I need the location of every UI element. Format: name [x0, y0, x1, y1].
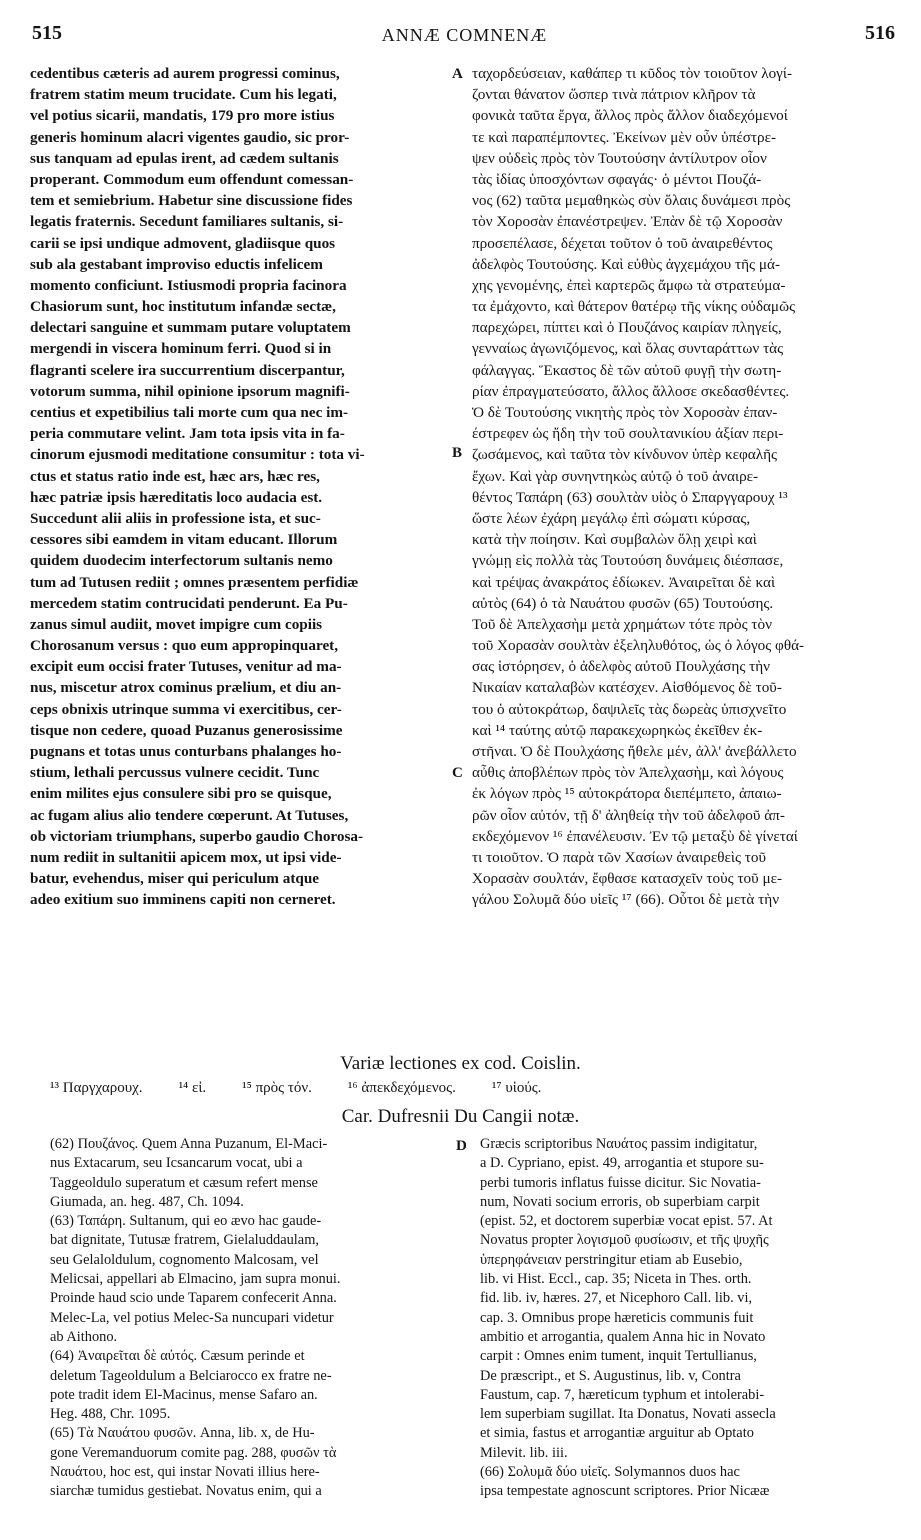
latin-text-line: enim milites ejus consulere sibi pro se quisque, [30, 785, 332, 803]
latin-text-line: votorum summa, nihil opinione ipsorum magnifi- [30, 382, 350, 400]
latin-text-line: generis hominum alacri vigentes gaudio, sic pror- [30, 128, 350, 146]
latin-text-line: mergendi in viscera hominum ferri. Quod si in [30, 340, 332, 358]
latin-text-line: zanus simul audiit, movet impigre cum copiis [30, 615, 323, 633]
note-line: Faustum, cap. 7, hæreticum typhum et intolerabi- [480, 1386, 765, 1403]
greek-text-line: κατὰ τὴν ποίησιν. Καὶ συμβαλὼν ὅλῃ χειρὶ καὶ [472, 531, 757, 549]
latin-text-line: num rediit in sultanitii apicem mox, ut ipsi vide- [30, 848, 342, 866]
greek-text-line: Ὁ δὲ Τουτούσης νικητὴς πρὸς τὸν Χοροσὰν ἐπαν- [472, 404, 778, 421]
latin-text-line: tum ad Tutusen rediit ; omnes præsentem perfidiæ [30, 573, 359, 591]
latin-text-line: tisque non cedere, quoad Puzanus generosissime [30, 721, 343, 739]
latin-text-line: peria commutare velint. Jam tota ipsis vita in fa- [30, 425, 345, 443]
latin-text-line: cedentibus cæteris ad aurem progressi cominus, [30, 65, 340, 82]
greek-text-line: τὸν Χοροσὰν ἐπανέστρεψεν. Ἐπὰν δὲ τῷ Χοροσὰν [472, 213, 783, 231]
greek-text-line: ρίαν ἐπραγματεύσατο, ἄλλος ἄλλοσε σκεδασθέντες. [472, 382, 790, 400]
greek-text-line: γνώμῃ εἰς πολλὰ τὰς Τουτούση δυνάμεις διέσπασε, [472, 552, 784, 570]
greek-text-line: καὶ ¹⁴ ταύτης αὐτῷ παρακεχωρηκὼς ἐκεῖθεν ἐκ- [472, 721, 763, 739]
note-line: (62) Πουζάνος. Quem Anna Puzanum, El-Maci- [50, 1136, 328, 1152]
variant-reading: ¹⁷ υἱούς. [491, 1080, 542, 1096]
greek-text-line: τε καὶ παραπέμποντες. Ἐκείνων μὲν οὖν ὑπέστρε- [472, 128, 777, 146]
greek-text-line: ταχορδεύσειαν, καθάπερ τι κῦδος τὸν τοιοῦτον λογί- [472, 65, 793, 82]
latin-text-line: ac fugam alius alio tendere cœperunt. At Tutuses, [30, 806, 349, 824]
greek-text-line: ἐκ λόγων πρὸς ¹⁵ αὐτοκράτορα διεπέμπετο, ἀπαιω- [472, 785, 782, 803]
note-line: gone Veremanduorum comite pag. 288, φυσῶν τὰ [50, 1444, 337, 1461]
greek-text-line: θέντος Ταπάρη (63) σουλτὰν υἱὸς ὁ Σπαργγαρουχ ¹³ [472, 488, 788, 506]
latin-text-line: Chorosanum versus : quo eum appropinquaret, [30, 637, 339, 655]
greek-text-line: ὥστε λέων ἐχάρη μεγάλῳ ἐπὶ σώματι κύρσας, [472, 509, 751, 527]
running-title: ANNÆ COMNENÆ [381, 25, 548, 45]
greek-text-line: Τοῦ δὲ Ἀπελχασὴμ μετὰ χρημάτων τότε πρὸς τὸν [472, 615, 772, 633]
note-line: nus Extacarum, seu Icsancarum vocat, ubi a [50, 1155, 303, 1172]
latin-text-line: batur, evehendus, miser qui periculum atque [30, 870, 320, 888]
greek-text-line: ἀδελφὸς Τουτούσης. Καὶ εὐθὺς ἀγχεμάχου τῆς μά- [472, 255, 781, 273]
note-line: (epist. 52, et doctorem superbiæ vocat epist. 57. At [480, 1213, 773, 1230]
variant-reading: ¹⁵ πρὸς τόν. [242, 1080, 312, 1096]
greek-text-line: χης γενομένης, ἐπεὶ καρτερῶς ἄμφω τὰ στρατεύμα- [472, 276, 786, 294]
latin-text-line: pugnans et totas unus conturbans phalanges ho- [30, 743, 342, 760]
variants-list [50, 1080, 891, 1097]
latin-text-line: mercedem statim contrucidati penderunt. Ea Pu- [30, 594, 348, 612]
greek-text-line: γάλου Σολυμᾶ δύο υἱεῖς ¹⁷ (66). Οὗτοι δὲ μετὰ τὴν [472, 891, 780, 909]
greek-text-line: σας ἱστόρησεν, ὁ ἀδελφὸς αὐτοῦ Πουλχάσης τὴν [472, 658, 771, 676]
note-line: ipsa tempestate agnoscunt scriptores. Prior Nicææ [480, 1483, 770, 1500]
latin-text-line: sus tanquam ad epulas irent, ad cædem sultanis [30, 149, 339, 167]
note-line: Novatus propter λογισμοῦ φυσίωσιν, et τῆς ψυχῆς [480, 1232, 769, 1249]
latin-text-line: vel potius sicarii, mandatis, 179 pro more istius [30, 107, 335, 125]
latin-text-line: Chasiorum sunt, hoc institutum infandæ sectæ, [30, 298, 336, 316]
notes-left-column [50, 1135, 448, 1502]
page-number-left: 515 [32, 22, 62, 44]
note-line: Giumada, an. heg. 487, Ch. 1094. [50, 1193, 244, 1210]
greek-text-line: ψεν οὐδεὶς πρὸς τὸν Τουτούσην ἀντίλυτρον οἶον [472, 149, 767, 167]
margin-marker-d: D [456, 1138, 467, 1154]
margin-marker-a: A [452, 66, 463, 82]
latin-text-line: cinorum ejusmodi meditatione consumitur : tota vi- [30, 446, 365, 464]
note-line: bat dignitate, Tutusæ fratrem, Gielaluddaulam, [50, 1232, 319, 1249]
latin-text-line: ob victoriam triumphans, superbo gaudio Chorosa- [30, 827, 364, 845]
note-line: ὑπερηφάνειαν perstringitur etiam ab Eusebio, [480, 1251, 743, 1268]
latin-text-line: nus, miscetur atrox cominus prælium, et diu an- [30, 679, 342, 697]
latin-text-line: fratrem statim meum trucidate. Cum his legati, [30, 86, 337, 104]
greek-text-line: τὰς ἰδίας ὑποσχόντων σφαγάς· ὁ μέντοι Πουζά- [472, 170, 762, 188]
note-line: Melec-La, vel potius Melec-Sa nuncupari videtur [50, 1309, 334, 1326]
greek-text-line: Νικαίαν καταλαβὼν κατέσχεν. Αἰσθόμενος δὲ τοῦ- [472, 679, 782, 697]
note-line: Ναυάτου, hoc est, qui instar Novati illius here- [50, 1464, 320, 1481]
greek-text-line: προσεπέλασε, δέχεται τοῦτον ὁ τοῦ ἀναιρεθέντος [472, 234, 773, 252]
variant-reading: ¹³ Παργχαρουχ. [50, 1080, 143, 1096]
note-line: a D. Cypriano, epist. 49, arrogantia et stupore su- [480, 1155, 764, 1172]
greek-text-line: τοῦ Χορασὰν σουλτὰν ἐξεληλυθότος, ὡς ὁ λόγος φθά- [472, 637, 805, 655]
note-line: et simia, fastus et arrogantiæ arguitur ab Optato [480, 1425, 754, 1442]
greek-text-line: αὐτὸς (64) ὁ τὰ Ναυάτου φυσῶν (65) Τουτούσης. [472, 594, 774, 612]
greek-text-line: καὶ τρέψας ἀνακράτος ἐδίωκεν. Ἀναιρεῖται δὲ καὶ [472, 573, 776, 591]
note-line: num, Novati socium erroris, ob superbiam carpit [480, 1193, 760, 1210]
latin-text-line: Succedunt alii aliis in professione ista, et suc- [30, 509, 321, 527]
latin-text-line: momento conficiunt. Istiusmodi propria facinora [30, 276, 347, 294]
greek-text-line: ἔχων. Καὶ γὰρ συνηντηκὼς αὐτῷ ὁ τοῦ ἀναιρε- [472, 467, 759, 485]
note-line: Proinde haud scio unde Taparem confecerit Anna. [50, 1290, 337, 1307]
note-line: siarchæ tumidus gestiebat. Novatus enim, qui a [50, 1483, 322, 1500]
note-line: Heg. 488, Chr. 1095. [50, 1406, 171, 1423]
note-line: Taggeoldulo superatum et cæsum refert mense [50, 1174, 318, 1191]
greek-text-line: ζωσάμενος, καὶ ταῦτα τὸν κίνδυνον ὑπὲρ κεφαλῆς [472, 446, 778, 464]
notes-heading: Car. Dufresnii Du Cangii notæ. [341, 1106, 580, 1127]
note-line: De præscript., et S. Augustinus, lib. v, Contra [480, 1367, 741, 1384]
latin-text-line: adeo exitium suo imminens capiti non cerneret. [30, 891, 336, 909]
variant-reading: ¹⁶ ἀπεκδεχόμενος. [347, 1080, 456, 1096]
note-line: Græcis scriptoribus Ναυάτος passim indigitatur, [480, 1136, 758, 1152]
variant-reading: ¹⁴ εἰ. [178, 1080, 207, 1096]
page-number-right: 516 [865, 22, 895, 44]
latin-text-line: cessores sibi eamdem in vitam educant. Illorum [30, 531, 338, 549]
page-header [30, 22, 899, 50]
note-line: lem superbiam sugillat. Ita Donatus, Novati assecla [480, 1406, 776, 1423]
latin-text-line: properant. Commodum eum offendunt comessan- [30, 170, 354, 188]
latin-text-line: flagranti scelere ira succurrentium discerpantur, [30, 361, 345, 379]
latin-text-line: legatis fraternis. Secedunt familiares sultanis, si- [30, 213, 344, 231]
note-line: Milevit. lib. iii. [480, 1444, 568, 1461]
note-line: (66) Σολυμᾶ δύο υἱεῖς. Solymannos duos hac [480, 1464, 740, 1481]
latin-text-line: ceps obnixis utrinque summa vi exercitibus, cer- [30, 700, 342, 718]
latin-text-line: stium, lethali percussus vulnere cecidit. Tunc [30, 764, 320, 782]
latin-text-line: ctus et status ratio inde est, hæc ars, hæc res, [30, 467, 320, 485]
greek-text-line: του ὁ αὐτοκράτωρ, δαψιλεῖς τὰς δωρεὰς ὑπισχνεῖτο [472, 700, 787, 718]
latin-text-line: centius et expetibilius tali morte cum qua nec im- [30, 404, 349, 421]
greek-text-line: στῆναι. Ὁ δὲ Πουλχάσης ἤθελε μέν, ἀλλ' ἀνεβάλλετο [472, 743, 797, 760]
greek-text-line: φονικὰ ταῦτα ἔργα, ἄλλος πρὸς ἄλλον διαδεχόμενοί [472, 107, 788, 125]
margin-marker-c: C [452, 765, 463, 781]
greek-text-line: τι τοιοῦτον. Ὁ παρὰ τῶν Χασίων ἀναιρεθεὶς τοῦ [472, 848, 767, 866]
greek-text-line: γενναίως ἀγωνιζόμενος, καὶ ὅλας συνταράττων τὰς [472, 340, 784, 358]
note-line: seu Gelaloldulum, cognomento Malcosam, vel [50, 1251, 319, 1268]
note-line: lib. vi Hist. Eccl., cap. 35; Niceta in Thes. orth. [480, 1271, 752, 1288]
note-line: ambitio et arrogantia, qualem Anna hic in Novato [480, 1328, 766, 1345]
greek-text-line: έστρεφεν ὡς ἤδη τὴν τοῦ σουλτανικίου ἀξίαν περι- [472, 425, 784, 443]
latin-text-line: delectari sanguine et summam putare voluptatem [30, 319, 351, 337]
greek-text-column [472, 63, 902, 911]
margin-marker-b: B [452, 445, 463, 461]
greek-text-line: νος (62) ταῦτα μεμαθηκὼς σὺν ὅλαις δυνάμεσι πρὸς [472, 192, 791, 210]
note-line: (65) Τὰ Ναυάτου φυσῶν. Anna, lib. x, de Hu- [50, 1425, 315, 1442]
greek-text-line: ζονται θάνατον ὥσπερ τινὰ πάτριον κλῆρον τὰ [472, 86, 756, 104]
notes-right-column [480, 1135, 900, 1502]
latin-text-line: quidem duodecim interfectorum sultanis nemo [30, 552, 333, 570]
latin-text-line: sub ala gestabant improviso eductis infelicem [30, 255, 323, 273]
latin-text-column [30, 63, 448, 911]
greek-text-line: εκδεχόμενον ¹⁶ ἐπανέλευσιν. Ἐν τῷ μεταξὺ δὲ γίνεταί [472, 827, 798, 845]
note-line: deletum Tageoldulum a Belciarocco ex fratre ne- [50, 1367, 332, 1384]
greek-text-line: ρῶν οἷον αὐτόν, τῇ δ' ἀληθείᾳ τὴν τοῦ ἀδελφοῦ ἀπ- [472, 806, 785, 824]
note-line: ab Aithono. [50, 1328, 118, 1345]
note-line: perbi tumoris inflatus fuisse dicitur. Sic Novatia- [480, 1174, 761, 1191]
note-line: (63) Ταπάρη. Sultanum, qui eo ævo hac gaude- [50, 1213, 322, 1230]
note-line: cap. 3. Omnibus prope hæreticis communis fuit [480, 1309, 754, 1326]
note-line: pote tradit idem El-Macinus, mense Safaro an. [50, 1386, 318, 1403]
note-line: carpit : Omnes enim tument, inquit Tertullianus, [480, 1348, 757, 1365]
note-line: Melicsai, appellari ab Elmacino, jam supra monui. [50, 1271, 341, 1288]
note-line: (64) Ἀναιρεῖται δὲ αὐτός. Cæsum perinde et [50, 1348, 305, 1365]
greek-text-line: παρεχώρει, πίπτει καὶ ὁ Πουζάνος καιρίαν πληγείς, [472, 319, 782, 337]
latin-text-line: excipit eum occisi frater Tutuses, venitur ad ma- [30, 658, 342, 676]
variants-heading: Variæ lectiones ex cod. Coislin. [340, 1053, 581, 1074]
greek-text-line: αὖθις ἀποβλέπων πρὸς τὸν Ἀπελχασὴμ, καὶ λόγους [472, 764, 784, 782]
latin-text-line: carii se ipsi undique admovent, gladiisque quos [30, 234, 336, 252]
greek-text-line: Χορασὰν σουλτάν, ἔφθασε κατασχεῖν τοὺς τοῦ με- [472, 870, 783, 888]
latin-text-line: tem et semiebrium. Habetur sine discussione fides [30, 192, 353, 210]
note-line: fid. lib. iv, hæres. 27, et Nicephoro Call. lib. vi, [480, 1290, 753, 1307]
greek-text-line: φάλαγγας. Ἕκαστος δὲ τῶν αὐτοῦ φυγῇ τὴν σωτη- [472, 361, 782, 379]
latin-text-line: hæc patriæ ipsis hæreditatis loco audacia est. [30, 488, 323, 506]
greek-text-line: τα ἐμάχοντο, καὶ θάτερον θατέρῳ τῆς νίκης οὐδαμῶς [472, 298, 796, 316]
